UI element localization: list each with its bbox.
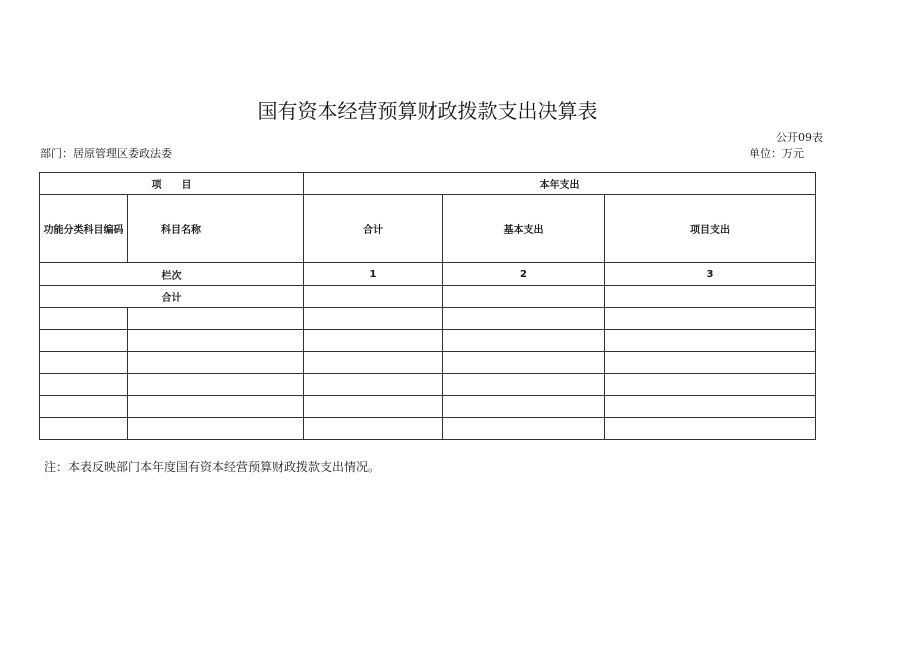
unit-label: 单位：万元 [749,147,804,160]
col-num-1: 1 [304,263,443,286]
header-basic: 基本支出 [443,195,605,263]
table-row [40,352,816,374]
table-cell [128,418,304,440]
table-cell [605,330,816,352]
table-cell [128,308,304,330]
table-cell [128,352,304,374]
table-cell [40,308,128,330]
table-cell [40,374,128,396]
row-index-label: 栏次 [40,263,304,286]
table-cell [605,396,816,418]
table-cell [605,374,816,396]
table-row [40,418,816,440]
total-cell [605,286,816,308]
header-current-year: 本年支出 [304,173,816,195]
table-cell [443,396,605,418]
total-row [40,286,816,308]
col-num-2: 2 [443,263,605,286]
header-subject-name: 科目名称 [128,195,304,263]
table-cell [605,308,816,330]
table-cell [40,396,128,418]
table-cell [40,352,128,374]
table-cell [304,330,443,352]
table-cell [40,418,128,440]
table-cell [443,418,605,440]
header-row-1 [40,173,816,195]
total-cell [443,286,605,308]
table-cell [605,352,816,374]
table-row [40,396,816,418]
col-num-3: 3 [605,263,816,286]
total-cell [304,286,443,308]
table-cell [605,418,816,440]
expenditure-table [39,172,816,440]
table-cell [304,352,443,374]
table-cell [304,396,443,418]
table-cell [443,330,605,352]
table-cell [128,396,304,418]
footnote: 注：本表反映部门本年度国有资本经营预算财政拨款支出情况。 [44,460,381,474]
header-func-code: 功能分类科目编码 [40,195,128,263]
department-label: 部门：居原管理区委政法委 [40,147,172,160]
table-cell [304,374,443,396]
table-row [40,330,816,352]
header-row-2 [40,195,816,263]
column-index-row [40,263,816,286]
table-row [40,308,816,330]
total-label: 合计 [40,286,304,308]
table-cell [443,308,605,330]
table-row [40,374,816,396]
table-cell [128,330,304,352]
table-cell [443,352,605,374]
table-cell [443,374,605,396]
table-cell [304,418,443,440]
table-cell [128,374,304,396]
header-item: 项 目 [40,173,304,195]
form-number: 公开09表 [776,131,823,144]
page-title: 国有资本经营预算财政拨款支出决算表 [257,99,598,123]
header-total: 合计 [304,195,443,263]
header-project: 项目支出 [605,195,816,263]
table-cell [304,308,443,330]
table-cell [40,330,128,352]
